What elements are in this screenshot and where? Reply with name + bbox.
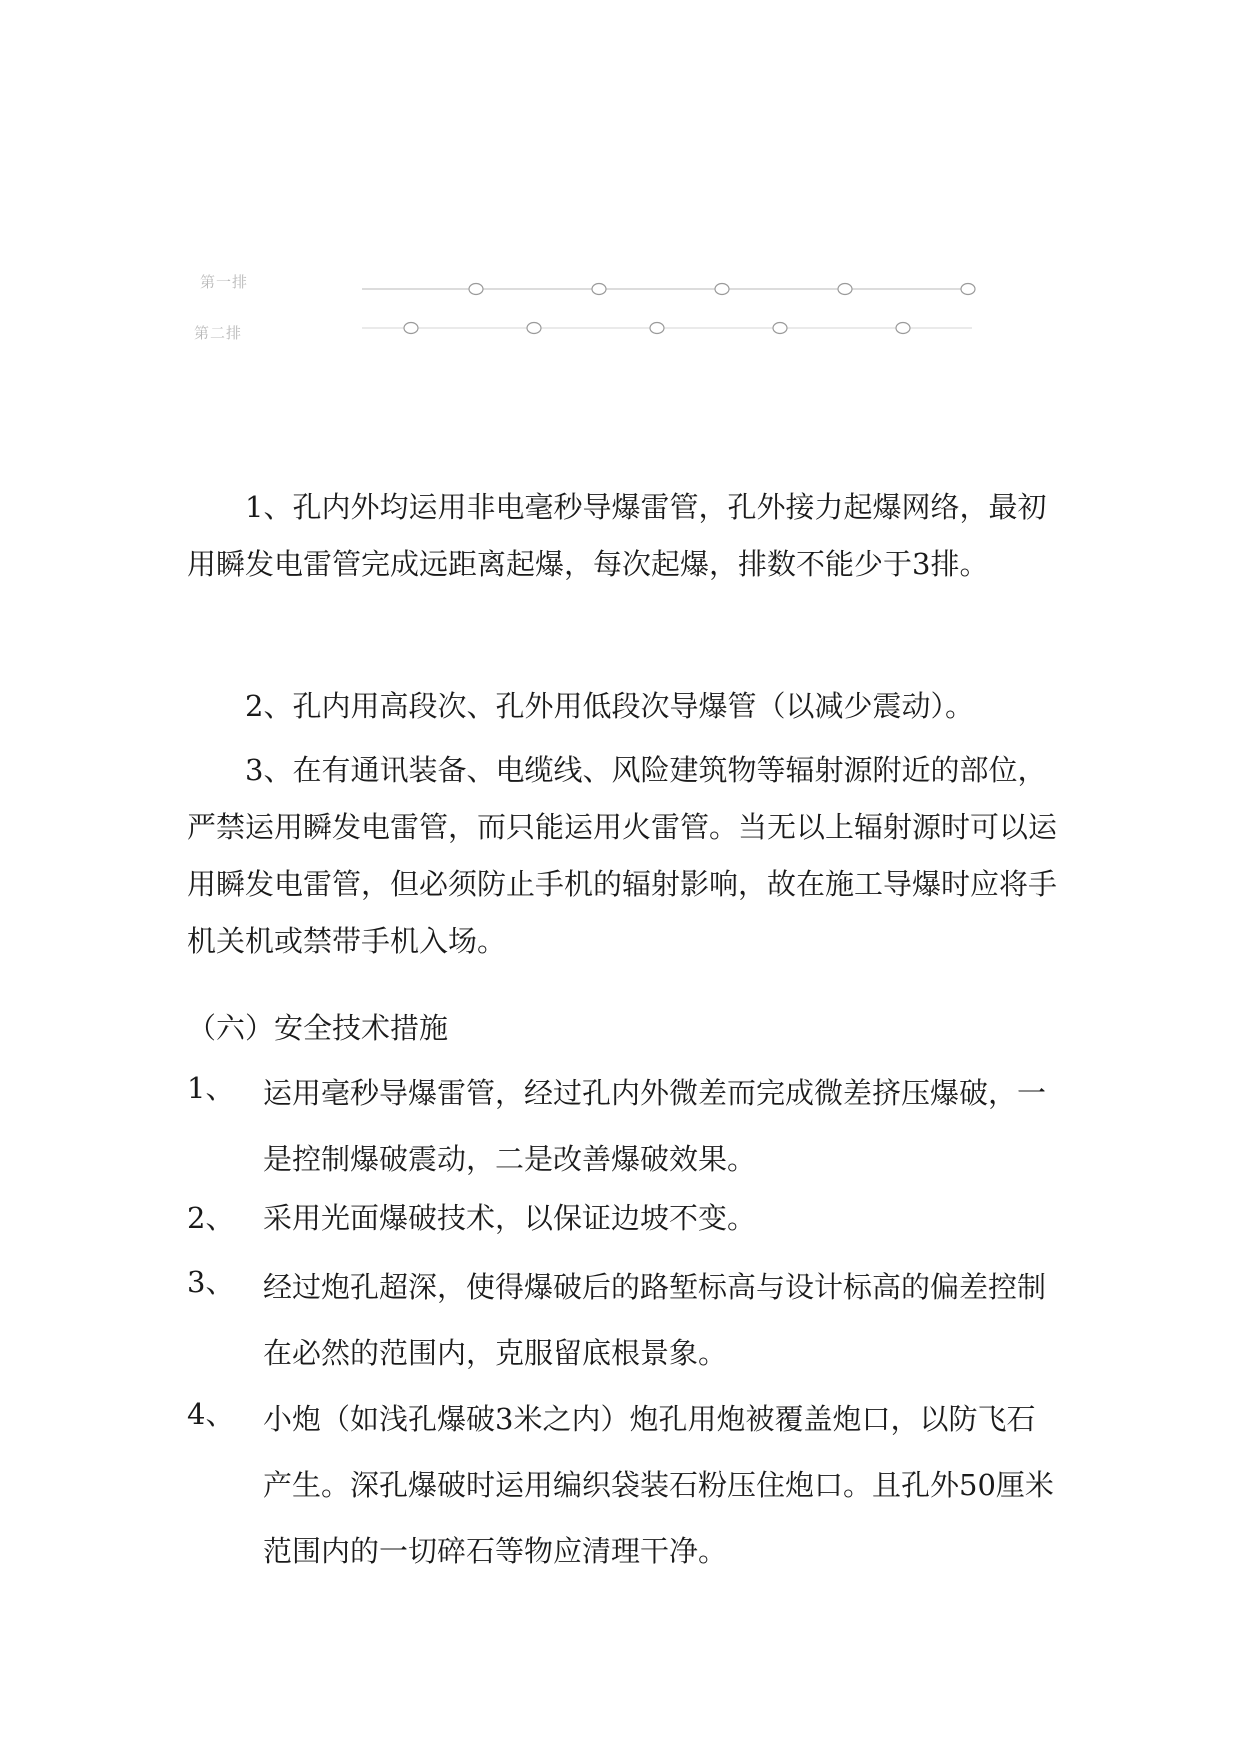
- measure-number: 1、: [187, 1071, 235, 1105]
- row2-hole: [527, 323, 541, 334]
- row2-hole: [404, 323, 418, 334]
- row1-hole: [715, 284, 729, 295]
- measure-text: 采用光面爆破技术，以保证边坡不变。: [263, 1201, 757, 1235]
- measure-item: [187, 1254, 1057, 1386]
- paragraph-delay-segments: 2、孔内用高段次、孔外用低段次导爆管（以减少震动）。: [245, 689, 974, 723]
- row1-hole: [838, 284, 852, 295]
- row2-hole: [650, 323, 664, 334]
- measure-text: 经过炮孔超深，使得爆破后的路堑标高与设计标高的偏差控制在必然的范围内，克服留底根景象。: [263, 1270, 1047, 1370]
- row1-label: 第一排: [200, 273, 249, 291]
- row2-label: 第二排: [194, 324, 243, 342]
- measure-number: 3、: [187, 1265, 235, 1299]
- measure-item: [187, 1386, 1057, 1584]
- blast-hole-layout-diagram: [0, 0, 1241, 380]
- measure-item: [187, 1190, 1057, 1247]
- row1-hole: [592, 284, 606, 295]
- row2-hole: [896, 323, 910, 334]
- row1-hole: [469, 284, 483, 295]
- row2-hole: [773, 323, 787, 334]
- section-heading: （六）安全技术措施: [187, 1011, 449, 1045]
- blast-rows-svg: [0, 0, 1241, 380]
- measure-number: 4、: [187, 1397, 235, 1431]
- measure-number: 2、: [187, 1201, 235, 1235]
- paragraph-radiation-sources: 3、在有通讯装备、电缆线、风险建筑物等辐射源附近的部位，严禁运用瞬发电雷管，而只能运用火雷管。当无以上辐射源时可以运用瞬发电雷管，但必须防止手机的辐射影响，故在施工导爆时应将手机关机或禁带手机入场。: [187, 753, 1058, 958]
- measure-text: 运用毫秒导爆雷管，经过孔内外微差而完成微差挤压爆破，一是控制爆破震动，二是改善爆破效果。: [263, 1076, 1047, 1176]
- measure-item: [187, 1060, 1057, 1192]
- paragraph-detonation-network: 1、孔内外均运用非电毫秒导爆雷管，孔外接力起爆网络，最初用瞬发电雷管完成远距离起爆，每次起爆，排数不能少于3排。: [187, 490, 1047, 581]
- row1-hole: [961, 284, 975, 295]
- measure-text: 小炮（如浅孔爆破3米之内）炮孔用炮被覆盖炮口，以防飞石产生。深孔爆破时运用编织袋装石粉压住炮口。且孔外50厘米范围内的一切碎石等物应清理干净。: [263, 1402, 1054, 1568]
